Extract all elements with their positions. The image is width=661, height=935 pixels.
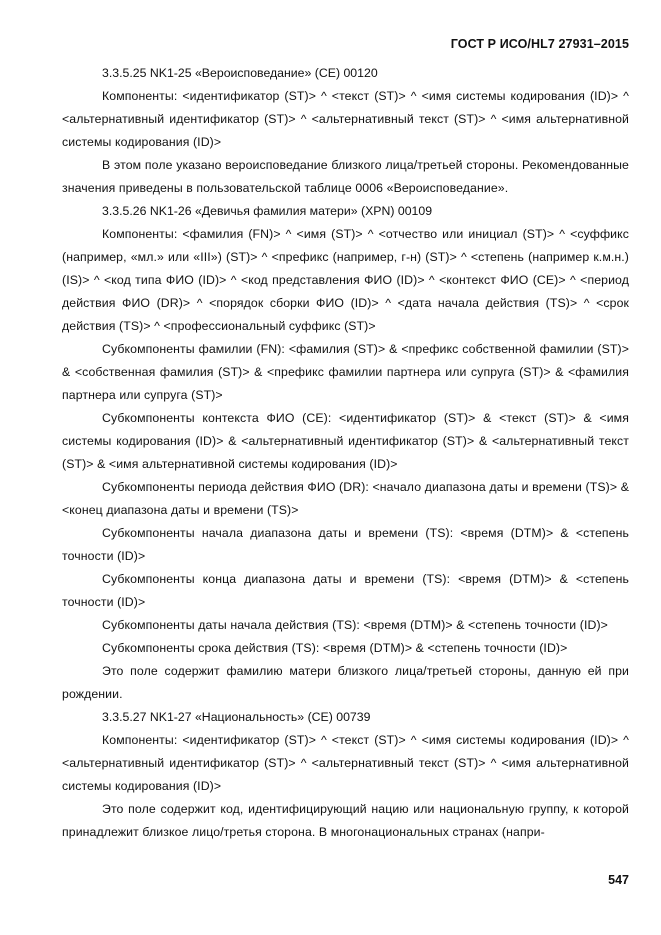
paragraph: Субкомпоненты конца диапазона даты и времени (TS): <время (DTM)> & <степень точности (ID)> [62, 572, 629, 609]
section-heading-nk1-25: 3.3.5.25 NK1-25 «Вероисповедание» (CE) 00120 [102, 66, 378, 80]
paragraph: Субкомпоненты периода действия ФИО (DR): <начало диапазона даты и времени (TS)> & <конец диапазона даты и времени (TS)> [62, 480, 629, 517]
paragraph: Это поле содержит фамилию матери близкого лица/третьей стороны, данную ей при рождении. [62, 664, 629, 701]
paragraph: Субкомпоненты контекста ФИО (CE): <идентификатор (ST)> & <текст (ST)> & <имя системы кодирования (ID)> & <альтернативный идентификатор (ST)> & <альтернативный текст (ST)> & <имя альтернативной системы кодирования (ID)> [62, 411, 629, 471]
paragraph: Компоненты: <идентификатор (ST)> ^ <текст (ST)> ^ <имя системы кодирования (ID)> ^ <альтернативный идентификатор (ST)> ^ <альтернативный текст (ST)> ^ <имя альтернативной системы кодирования (ID)> [62, 733, 629, 793]
paragraph: Компоненты: <фамилия (FN)> ^ <имя (ST)> ^ <отчество или инициал (ST)> ^ <суффикс (например, «мл.» или «III») (ST)> ^ <префикс (например, г-н) (ST)> ^ <степень (например к.м.н.) (IS)> ^ <код типа ФИО (ID)> ^ <код представления ФИО (ID)> ^ <контекст ФИО (CE)> ^ <период действия ФИО (DR)> ^ <порядок сборки ФИО (ID)> ^ <дата начала действия (TS)> ^ <срок действия (TS)> ^ <профессиональный суффикс (ST)> [62, 227, 629, 333]
paragraph: Компоненты: <идентификатор (ST)> ^ <текст (ST)> ^ <имя системы кодирования (ID)> ^ <альтернативный идентификатор (ST)> ^ <альтернативный текст (ST)> ^ <имя альтернативной системы кодирования (ID)> [62, 89, 629, 149]
paragraph: Это поле содержит код, идентифицирующий нацию или национальную группу, к которой принадлежит близкое лицо/третья сторона. В многонациональных странах (напри- [62, 802, 629, 839]
page-number: 547 [608, 873, 629, 887]
paragraph: Субкомпоненты даты начала действия (TS): <время (DTM)> & <степень точности (ID)> [102, 618, 608, 632]
paragraph: Субкомпоненты срока действия (TS): <время (DTM)> & <степень точности (ID)> [102, 641, 568, 655]
paragraph: Субкомпоненты фамилии (FN): <фамилия (ST)> & <префикс собственной фамилии (ST)> & <собственная фамилия (ST)> & <префикс фамилии партнера или супруга (ST)> & <фамилия партнера или супруга (ST)> [62, 342, 629, 402]
paragraph: Субкомпоненты начала диапазона даты и времени (TS): <время (DTM)> & <степень точности (ID)> [62, 526, 629, 563]
section-heading-nk1-27: 3.3.5.27 NK1-27 «Национальность» (CE) 00739 [102, 710, 371, 724]
document-header: ГОСТ Р ИСО/HL7 27931–2015 [450, 37, 629, 51]
section-heading-nk1-26: 3.3.5.26 NK1-26 «Девичья фамилия матери» (XPN) 00109 [102, 204, 433, 218]
paragraph: В этом поле указано вероисповедание близкого лица/третьей стороны. Рекомендованные значения приведены в пользовательской таблице 0006 «Вероисповедание». [62, 158, 629, 195]
document-body [62, 62, 629, 844]
